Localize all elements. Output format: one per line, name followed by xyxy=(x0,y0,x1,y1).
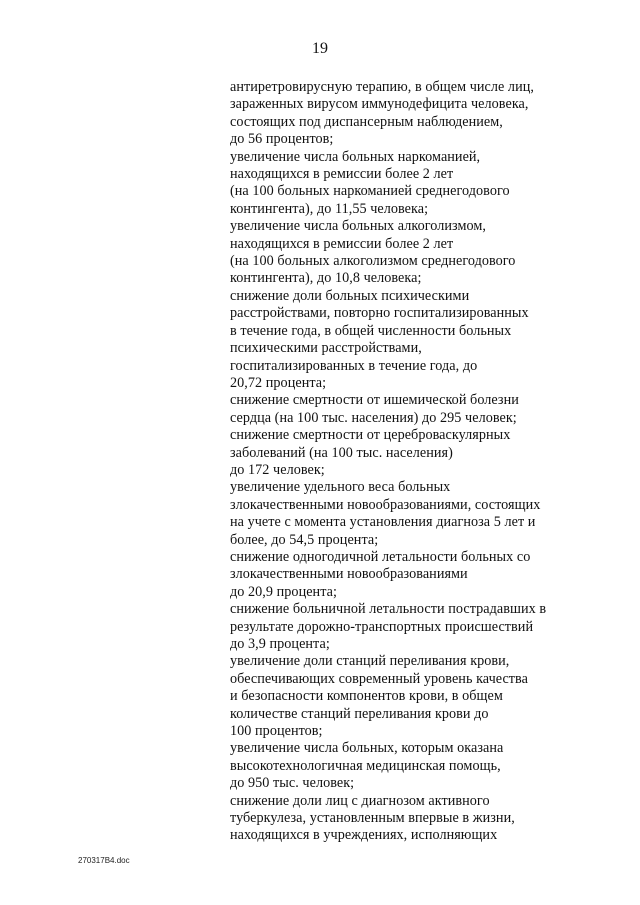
text-line: снижение доли больных психическими xyxy=(230,287,470,304)
text-line: до 172 человек; xyxy=(230,461,325,478)
text-line: злокачественными новообразованиями xyxy=(230,566,468,583)
text-line: 100 процентов; xyxy=(230,723,323,740)
text-line: находящихся в учреждениях, исполняющих xyxy=(230,827,498,844)
text-line: находящихся в ремиссии более 2 лет xyxy=(230,166,454,183)
text-line: находящихся в ремиссии более 2 лет xyxy=(230,235,454,252)
text-line: обеспечивающих современный уровень качества xyxy=(230,670,528,687)
text-line: антиретровирусную терапию, в общем числе лиц, xyxy=(230,79,534,95)
text-line: контингента), до 10,8 человека; xyxy=(230,270,422,287)
text-line: результате дорожно-транспортных происшествий xyxy=(230,618,534,635)
text-line: на учете с момента установления диагноза 5 лет и xyxy=(230,514,536,531)
text-line: и безопасности компонентов крови, в общем xyxy=(230,688,503,705)
text-line: до 3,9 процента; xyxy=(230,636,330,652)
text-line: снижение больничной летальности пострадавших в xyxy=(230,601,547,618)
text-line: до 56 процентов; xyxy=(230,131,334,148)
text-line: снижение смертности от цереброваскулярных xyxy=(230,427,511,444)
text-line: увеличение удельного веса больных xyxy=(230,479,451,496)
text-line: высокотехнологичная медицинская помощь, xyxy=(230,757,501,774)
text-line: более, до 54,5 процента; xyxy=(230,531,379,548)
text-line: заболеваний (на 100 тыс. населения) xyxy=(230,444,453,461)
text-line: состоящих под диспансерным наблюдением, xyxy=(230,113,503,130)
text-line: до 20,9 процента; xyxy=(230,583,337,600)
text-line: госпитализированных в течение года, до xyxy=(230,357,478,374)
text-line: психическими расстройствами, xyxy=(230,340,422,357)
document-body-text xyxy=(230,79,630,845)
text-line: увеличение числа больных, которым оказана xyxy=(230,740,504,757)
text-line: (на 100 больных алкоголизмом среднегодового xyxy=(230,253,516,270)
text-line: увеличение числа больных алкоголизмом, xyxy=(230,218,486,235)
text-line: количестве станций переливания крови до xyxy=(230,705,489,722)
text-line: увеличение числа больных наркоманией, xyxy=(230,148,481,165)
text-line: до 950 тыс. человек; xyxy=(230,775,355,792)
text-line: зараженных вирусом иммунодефицита человека, xyxy=(230,96,529,113)
page-number: 19 xyxy=(312,40,328,57)
text-line: снижение доли лиц с диагнозом активного xyxy=(230,792,490,809)
text-line: снижение одногодичной летальности больных со xyxy=(230,548,531,565)
footer-filename: 270317B4.doc xyxy=(78,856,130,865)
text-line: увеличение доли станций переливания крови, xyxy=(230,653,510,670)
text-line: контингента), до 11,55 человека; xyxy=(230,200,429,217)
text-line: 20,72 процента; xyxy=(230,374,327,391)
text-line: сердца (на 100 тыс. населения) до 295 человек; xyxy=(230,409,517,426)
text-line: (на 100 больных наркоманией среднегодового xyxy=(230,183,510,200)
text-line: в течение года, в общей численности больных xyxy=(230,322,512,339)
text-line: снижение смертности от ишемической болезни xyxy=(230,392,519,409)
text-line: расстройствами, повторно госпитализированных xyxy=(230,305,529,322)
text-line: злокачественными новообразованиями, состоящих xyxy=(230,496,541,513)
text-line: туберкулеза, установленным впервые в жизни, xyxy=(230,810,515,827)
